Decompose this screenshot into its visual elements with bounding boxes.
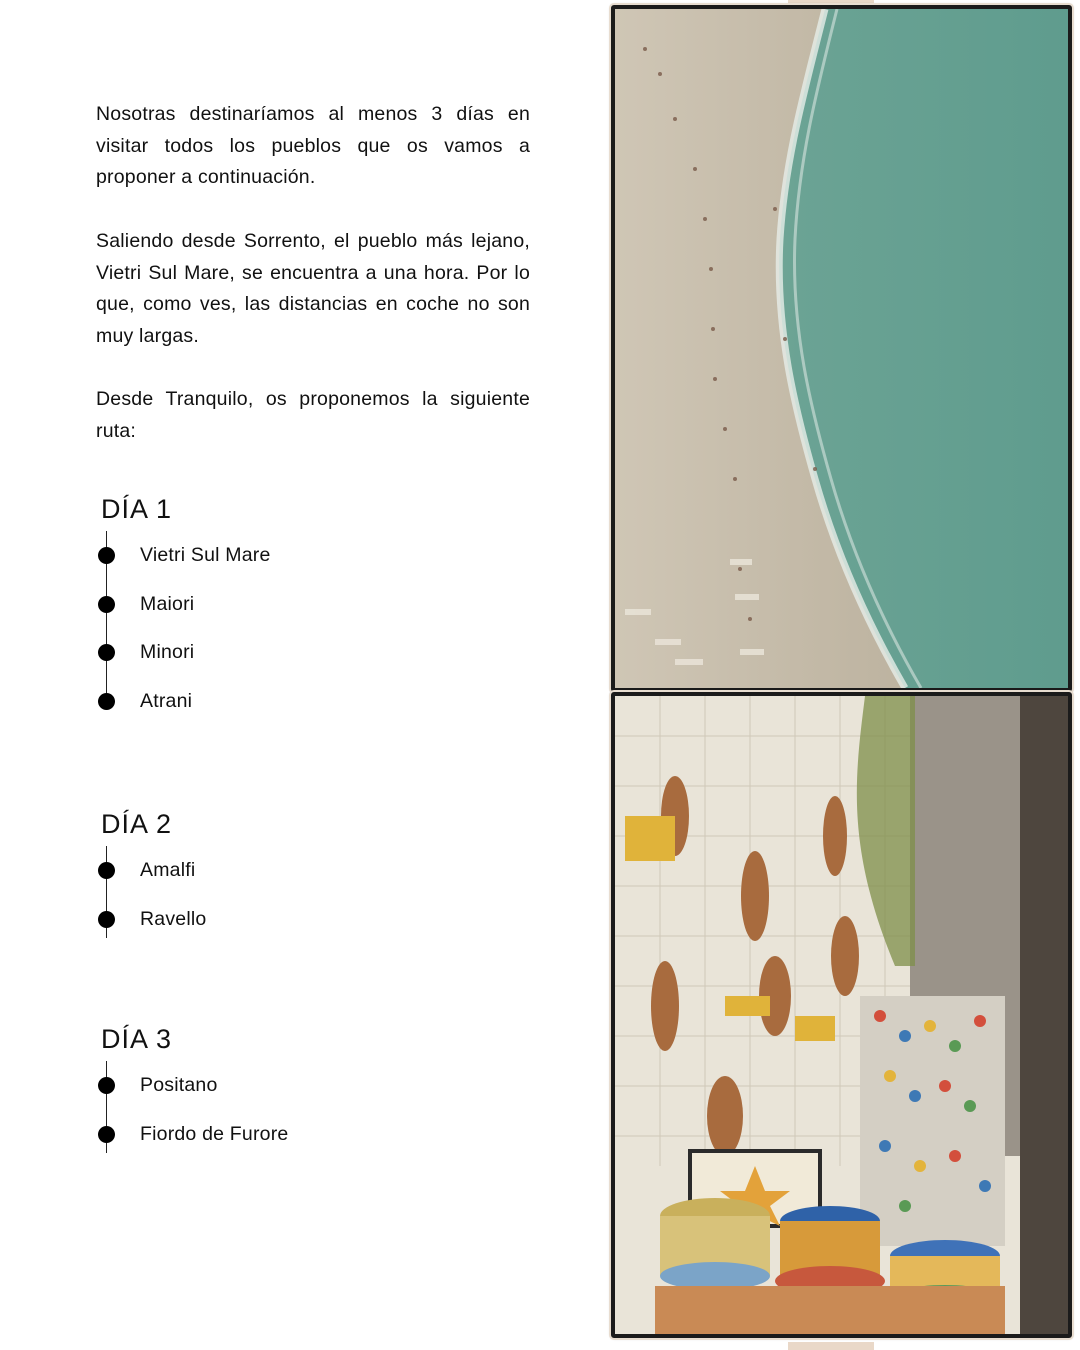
stop-label: Maiori bbox=[140, 592, 195, 615]
bullet-dot-icon bbox=[98, 1077, 115, 1094]
ceramics-photo bbox=[611, 692, 1072, 1338]
bullet-dot-icon bbox=[98, 911, 115, 928]
stop-label: Fiordo de Furore bbox=[140, 1122, 289, 1145]
day-2-section bbox=[96, 808, 206, 943]
intro-paragraph-1: Nosotras destinaríamos al menos 3 días en visitar todos los pueblos que os vamos a proponer a continuación. bbox=[96, 103, 530, 189]
stop-item bbox=[96, 531, 271, 580]
stop-item bbox=[96, 895, 206, 944]
beach-image bbox=[615, 9, 1068, 688]
day-3-section bbox=[96, 1023, 288, 1158]
intro-paragraph-3: Desde Tranquilo, os proponemos la siguiente ruta: bbox=[96, 388, 530, 442]
day-2-title: DÍA 2 bbox=[101, 809, 173, 839]
stop-label: Amalfi bbox=[140, 858, 196, 881]
beach-photo bbox=[611, 5, 1072, 692]
ceramics-image bbox=[615, 696, 1068, 1334]
bullet-dot-icon bbox=[98, 596, 115, 613]
stop-label: Vietri Sul Mare bbox=[140, 543, 271, 566]
stop-item bbox=[96, 846, 206, 895]
stop-item bbox=[96, 677, 271, 726]
bullet-dot-icon bbox=[98, 547, 115, 564]
bullet-dot-icon bbox=[98, 862, 115, 879]
stop-item bbox=[96, 628, 271, 677]
stop-label: Positano bbox=[140, 1073, 218, 1096]
stop-label: Minori bbox=[140, 641, 195, 664]
intro-paragraph-2: Saliendo desde Sorrento, el pueblo más lejano, Vietri Sul Mare, se encuentra a una hora. Por lo que, como ves, las distancias en coche no son muy largas. bbox=[96, 229, 530, 347]
bullet-dot-icon bbox=[98, 1126, 115, 1143]
day-1-timeline bbox=[96, 531, 271, 726]
day-1-title: DÍA 1 bbox=[101, 494, 173, 524]
stop-item bbox=[96, 1110, 288, 1159]
stop-label: Atrani bbox=[140, 689, 193, 712]
stop-item bbox=[96, 580, 271, 629]
bullet-dot-icon bbox=[98, 693, 115, 710]
day-1-section bbox=[96, 493, 271, 726]
photo-tape-bottom bbox=[788, 1342, 874, 1350]
stop-item bbox=[96, 1061, 288, 1110]
intro-text bbox=[96, 99, 530, 479]
day-3-title: DÍA 3 bbox=[101, 1024, 173, 1054]
day-2-timeline bbox=[96, 846, 206, 943]
bullet-dot-icon bbox=[98, 644, 115, 661]
day-3-timeline bbox=[96, 1061, 288, 1158]
stop-label: Ravello bbox=[140, 907, 207, 930]
